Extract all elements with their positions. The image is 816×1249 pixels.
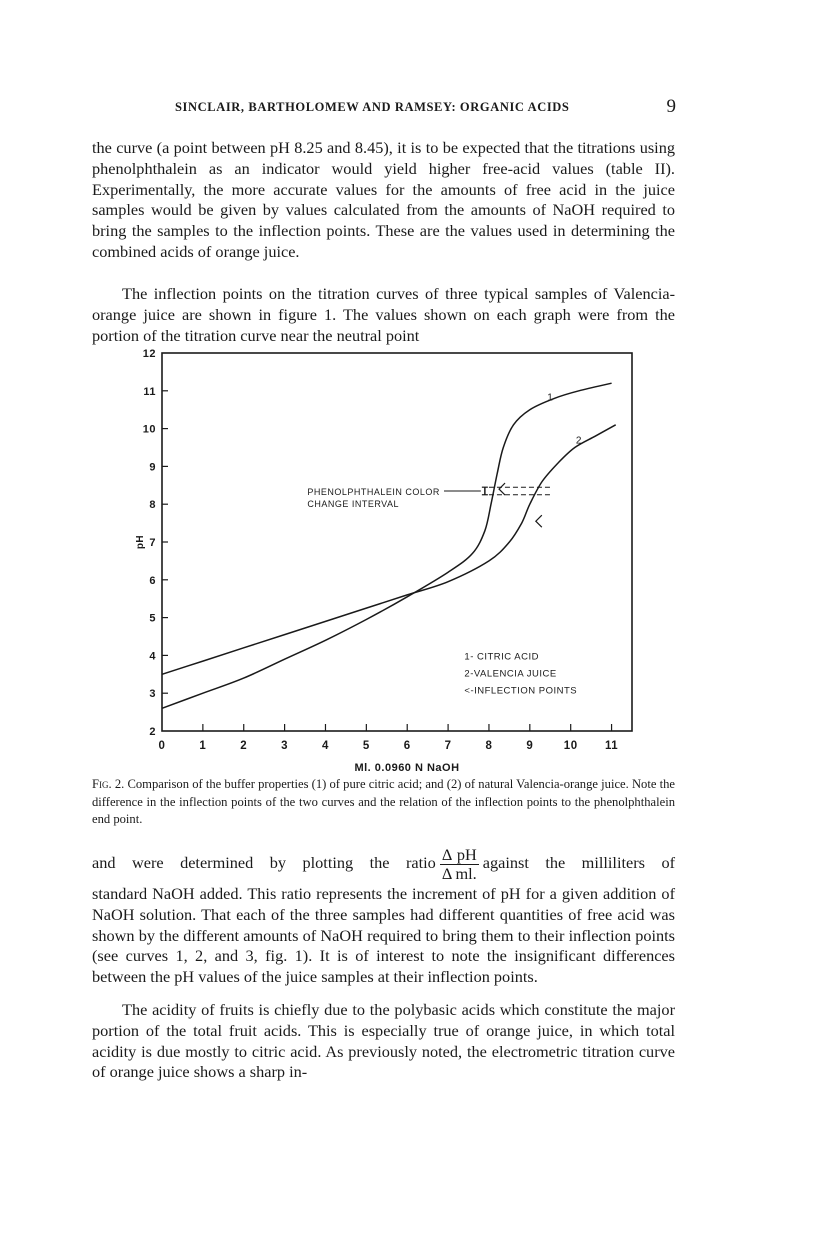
paragraph-4: The acidity of fruits is chiefly due to the polybasic acids which constitute the major portion of the total fruit acids. This is especially true of orange juice, in which total acidity is due mostly to citric acid. As previously noted, the electrometric titration curve of orange juice shows a sharp in- [92, 1000, 675, 1082]
series-2-line [162, 425, 616, 675]
series-2-label: 2 [575, 435, 582, 447]
ratio-line-after: against the milliliters of [482, 853, 676, 872]
series-1-label: 1 [547, 392, 554, 404]
x-tick-label: 6 [403, 740, 411, 752]
y-tick-label: 8 [149, 499, 156, 512]
y-tick-label: 3 [149, 688, 156, 701]
y-tick-label: 5 [149, 612, 156, 625]
x-tick-label: 0 [158, 740, 166, 752]
y-tick-label: 4 [149, 650, 156, 663]
inflection-point-marker [536, 515, 542, 527]
legend-entry: 2-VALENCIA JUICE [464, 668, 557, 680]
caption-label: Fig. 2. [92, 777, 125, 791]
paragraph-2: The inflection points on the titration curves of three typical samples of Valencia-orange juice are shown in figure 1. The values shown on each graph were from the portion of the titration curve near the neutral point [92, 284, 675, 345]
x-tick-label: 1 [199, 740, 207, 752]
y-tick-label: 2 [149, 726, 156, 738]
y-tick-label: 11 [143, 385, 156, 398]
color-interval-label-1: PHENOLPHTHALEIN COLOR [307, 486, 440, 497]
paragraph-3-rest: standard NaOH added. This ratio represents the increment of pH for a given addition of NaOH solution. That each of the three samples had different quantities of free acid was shown by the different amounts of NaOH required to bring them to their inflection points (see curves 1, 2, and 3, fig. 1). It is of interest to note the insignificant differences between the pH values of the juice samples at their inflection points. [92, 884, 675, 987]
ratio-numerator: Δ pH [441, 844, 477, 864]
ratio-denominator: Δ ml. [441, 863, 477, 883]
x-tick-label: 2 [240, 740, 248, 752]
x-tick-label: 7 [444, 740, 452, 752]
ratio-fraction [440, 846, 479, 883]
paragraph-1: the curve (a point between pH 8.25 and 8.45), it is to be expected that the titrations using phenolphthalein as an indicator would yield higher free-acid values (table II). Experimentally, the more accurate values for the amounts of free acid in the juice samples would be given by values calculated from the amounts of NaOH required to bring the samples to the inflection points. These are the values used in determining the combined acids of orange juice. [92, 138, 675, 261]
x-tick-label: 11 [604, 740, 619, 752]
ratio-line [92, 842, 675, 884]
x-tick-label: 8 [485, 740, 493, 752]
plot-area [135, 348, 632, 774]
y-axis-label: pH [135, 534, 146, 550]
ratio-line-before: and were determined by plotting the ratio [92, 853, 436, 872]
x-tick-label: 9 [526, 740, 534, 752]
y-tick-label: 12 [142, 348, 156, 360]
inflection-point-marker [499, 483, 505, 495]
plot-frame [162, 353, 632, 731]
paragraph-3 [92, 842, 675, 988]
y-tick-label: 6 [149, 574, 156, 587]
series-1-line [162, 383, 612, 708]
legend-entry: 1- CITRIC ACID [464, 651, 539, 663]
x-axis-label: Ml. 0.0960 N NaOH [354, 762, 460, 774]
color-interval-label-2: CHANGE INTERVAL [307, 498, 400, 509]
y-tick-label: 10 [142, 423, 156, 436]
x-tick-label: 10 [563, 740, 578, 752]
caption-text: Comparison of the buffer properties (1) of pure citric acid; and (2) of natural Valencia-orange juice. Note the difference in the inflection points of the two curves and the relation of the inflection points to the phenolphthalein end point. [92, 777, 675, 826]
legend-entry: <-INFLECTION POINTS [464, 685, 578, 697]
figure-caption [92, 776, 675, 829]
y-tick-label: 7 [149, 537, 156, 549]
x-tick-label: 5 [362, 740, 370, 752]
x-tick-label: 4 [322, 740, 329, 752]
x-tick-label: 3 [281, 740, 289, 752]
y-tick-label: 9 [149, 461, 156, 474]
running-head: SINCLAIR, BARTHOLOMEW AND RAMSEY: ORGANIC ACIDS [175, 100, 570, 114]
page-number: 9 [666, 96, 676, 117]
